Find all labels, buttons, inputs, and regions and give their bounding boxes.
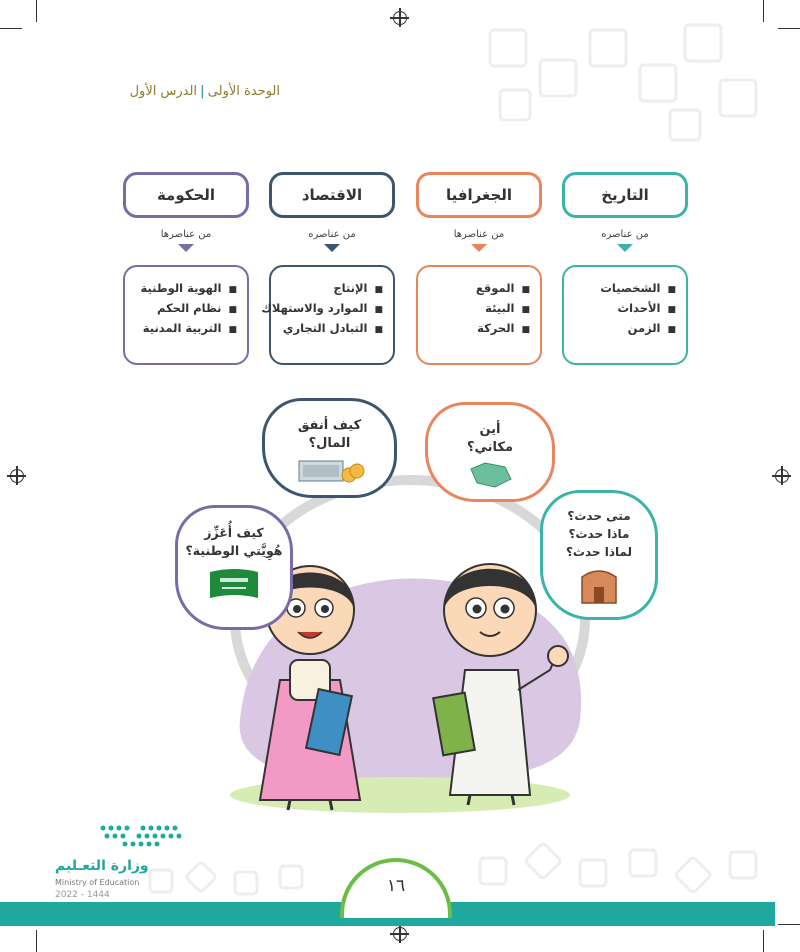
saudi-flag-icon [206,566,262,604]
crop-mark [778,28,800,29]
column-subtitle: من عناصره [308,229,356,240]
column-list-government [123,265,249,365]
crop-mark [763,930,764,952]
column-subtitle: من عناصرها [453,229,505,240]
chevron-down-icon [471,244,487,252]
list-item: ■ البيئة [424,301,530,315]
unit-label: الوحدة الأولى [207,84,280,99]
list-item: ■ الحركة [424,321,530,335]
page-number: ١٦ [340,858,452,918]
bubble-line: كيف أنفق [297,418,362,433]
bubble-line: هُوِيَّتي الوطنية؟ [185,543,283,558]
list-item: ■ التربية المدنية [131,321,237,335]
list-item: ■ الإنتاج [277,281,383,295]
bubble-line: أين [479,422,501,437]
list-item: ■ الموقع [424,281,530,295]
list-item: ■ الأحداث [570,301,676,315]
map-icon [465,459,515,489]
column-list-economy [261,265,395,365]
crop-mark [0,28,22,29]
list-item: ■ نظام الحكم [131,301,237,315]
list-item: ■ الشخصيات [570,281,676,295]
heritage-building-icon [574,563,624,607]
decorative-pattern [420,840,790,900]
ministry-year: 2022 - 1444 [55,890,110,900]
decorative-pattern [470,20,780,150]
registration-mark-icon [10,469,24,483]
bubble-line: المال؟ [308,436,351,451]
question-bubble-geography [425,402,555,502]
ministry-dots-icon [95,822,225,856]
column-title-economy: الاقتصاد [269,172,395,218]
chevron-down-icon [617,244,633,252]
lesson-header [130,84,280,99]
column-title-government: الحكومة [123,172,249,218]
ministry-name-en: Ministry of Education [55,878,140,887]
column-title-history: التاريخ [562,172,688,218]
registration-mark-icon [393,927,407,941]
crop-mark [36,930,37,952]
crop-mark [36,0,37,22]
column-title-geography: الجغرافيا [416,172,542,218]
lesson-label: الدرس الأول [129,84,198,99]
bubble-line: كيف أُعَزِّز [204,525,264,540]
decorative-pattern [140,860,340,900]
bubble-line: متى حدث؟ [567,509,631,523]
list-item: ■ الهوية الوطنية [131,281,237,295]
list-item: ■ التبادل التجاري [277,321,383,335]
bubble-line: ماذا حدث؟ [568,527,630,541]
column-subtitle: من عناصره [601,229,649,240]
list-item: ■ الموارد والاستهلاك [277,301,383,315]
question-bubble-government [175,505,293,630]
ministry-name-ar: وزارة التعـليم [55,858,149,874]
registration-mark-icon [393,11,407,25]
chevron-down-icon [324,244,340,252]
crop-mark [763,0,764,22]
chevron-down-icon [178,244,194,252]
question-bubble-history [540,490,658,620]
header-separator: | [200,84,205,99]
registration-mark-icon [775,469,789,483]
list-item: ■ الزمن [570,321,676,335]
column-list-geography [416,265,542,365]
question-bubble-economy [262,398,397,498]
bubble-line: مكاني؟ [466,440,514,455]
column-subtitle: من عناصرها [160,229,212,240]
bubble-line: لماذا حدث؟ [565,545,633,559]
column-list-history [562,265,688,365]
crop-mark [778,924,800,925]
money-icon [295,455,365,485]
